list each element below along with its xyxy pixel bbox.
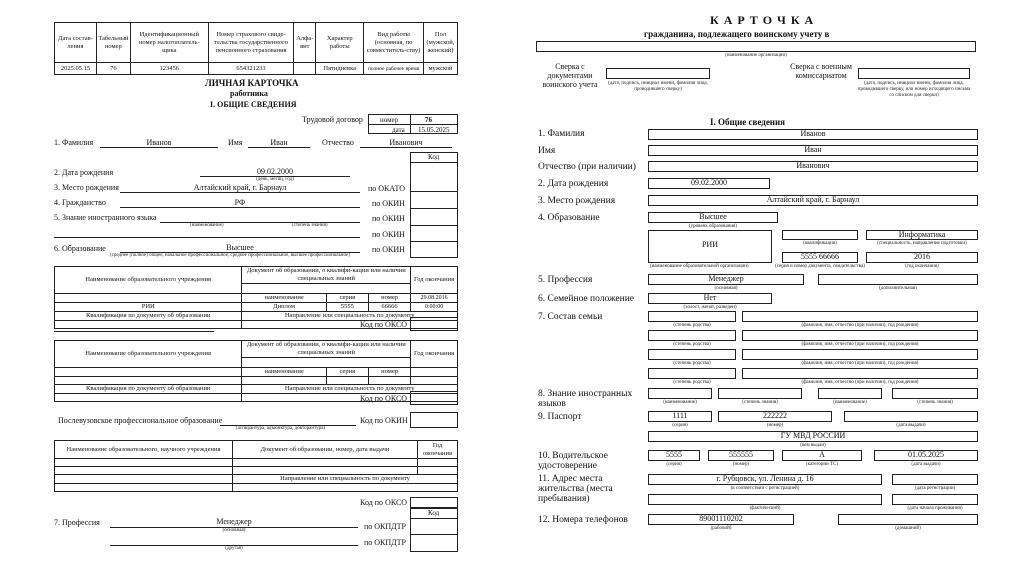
language-hint-level: (степень знания): [292, 223, 328, 228]
address-start-date-field[interactable]: [892, 494, 978, 505]
card-title: ЛИЧНАЯ КАРТОЧКА: [205, 78, 299, 88]
check1-hint: (дата, подпись, инициал имени, фамилия лица, проводившего сверку): [608, 81, 708, 92]
header-cell: Номер страхового свиде-тельства государственного пенсионного страхования: [208, 23, 294, 63]
doc-number-value: 66666: [368, 303, 410, 312]
address-registered-hint: (в соответствии с регистрацией): [730, 486, 800, 491]
name-value: Иван: [804, 145, 822, 154]
check2-hint: (дата, подпись, инициал имени, фамилия лица, проводившего сверку, или номер исходящего письма со списком для сверки): [857, 81, 971, 98]
education-level-value: Высшее: [699, 212, 727, 221]
series-number-value: 5555 66666: [801, 252, 839, 261]
contract-label: Трудовой договор: [302, 115, 363, 124]
phone-work-hint: (рабочий): [710, 526, 732, 531]
passport-number-hint: (номер): [766, 423, 784, 428]
okin-box-postgrad: [410, 412, 458, 428]
patronymic-label: Отчество (при наличии): [538, 162, 636, 172]
passport-number-value: 222222: [763, 411, 787, 420]
col-institution: Наименование образовательного учреждения: [55, 267, 242, 294]
marital-value: Нет: [703, 293, 717, 302]
family-relation-field-4[interactable]: [648, 368, 736, 379]
okso-label-1: Код по ОКСО: [360, 320, 408, 329]
doc-name-value: Диплом: [242, 303, 326, 312]
profession-main-hint: (основная): [714, 286, 738, 291]
value-cell: [294, 63, 316, 75]
family-relation-hint-3: (степень родства): [673, 361, 711, 366]
okso-label-2: Код по ОКСО: [360, 394, 408, 403]
birthplace-label: 3. Место рождения: [538, 196, 616, 206]
phone-home-field[interactable]: [838, 514, 978, 525]
birth-value: 09.02.2000: [691, 178, 727, 187]
family-relation-hint-4: (степень родства): [673, 380, 711, 385]
passport-label: 9. Паспорт: [538, 412, 582, 422]
family-person-hint-4: (фамилия, имя, отчество (при наличии), год рождения): [801, 380, 919, 385]
header-table: [54, 22, 458, 75]
col-year: Год окончания: [418, 441, 458, 459]
passport-date-hint: (дата выдачи): [896, 423, 926, 428]
language-level-field-2[interactable]: [892, 388, 978, 399]
citizenship-value: РФ: [234, 198, 246, 207]
graduation-year-hint: (год окончания): [905, 264, 939, 269]
year-value: 29.08.2016: [411, 294, 458, 303]
institution-hint: (наименование образовательной организации): [650, 264, 749, 269]
language-level-field-1[interactable]: [718, 388, 802, 399]
col-year: Год окончания: [411, 341, 458, 368]
family-relation-hint-1: (степень родства): [673, 323, 711, 328]
postgrad-label: Послевузовское профессиональное образование: [58, 416, 223, 425]
language-hint-1: (наименование): [663, 400, 697, 405]
specialty-header: Направление или специальность по документу: [242, 312, 458, 321]
family-relation-field-2[interactable]: [648, 330, 736, 341]
address-registered-value: г. Рубцовск, ул. Ленина д. 16: [716, 474, 814, 483]
education-table-2: [54, 340, 458, 402]
family-person-hint-1: (фамилия, имя, отчество (при наличии), год рождения): [801, 323, 919, 328]
license-date-hint: (дата выдачи): [911, 462, 941, 467]
check1-label: Сверка с документами воинского учета: [542, 62, 598, 89]
passport-series-value: 1111: [672, 411, 688, 420]
license-number-value: 555555: [729, 450, 753, 459]
profession-main-value: Менеджер: [708, 274, 744, 283]
specialty-header: Направление или специальность по документу: [242, 385, 458, 394]
postgrad-hint: (аспирантура, адъюнктура, докторантура): [236, 426, 326, 431]
language-field-1[interactable]: [648, 388, 712, 399]
col-institution: Наименование образовательного учреждения: [55, 341, 242, 368]
citizenship-label: 4. Гражданство: [54, 198, 106, 207]
postgrad-okin-label: Код по ОКИН: [360, 416, 408, 425]
col-year: Год окончания: [411, 267, 458, 294]
name-value: Иван: [270, 138, 288, 147]
section-general: I. Общие сведения: [710, 117, 786, 127]
col-doc-number: номер: [368, 368, 410, 377]
address-registration-date-field[interactable]: [892, 474, 978, 485]
okin-label-3: по ОКИН: [372, 230, 405, 239]
passport-issuer-value: ГУ МВД РОССИИ: [780, 431, 846, 440]
family-label: 7. Состав семьи: [538, 312, 603, 322]
profession-extra-field[interactable]: [818, 274, 978, 285]
profession-extra-hint: (дополнительная): [879, 286, 917, 291]
okso-box-1: [410, 317, 458, 331]
place-label: 3. Место рождения: [54, 183, 119, 192]
address-label: 11. Адрес места жительства (места пребывания): [538, 474, 613, 504]
okso-box-3: [410, 497, 458, 508]
qualification-header: Квалификация по документу об образовании: [55, 385, 242, 394]
doc-series-value: 5555: [326, 303, 368, 312]
col-document: Документ об образовании, номер, дата выдачи: [233, 441, 418, 459]
value-cell: 123456: [130, 63, 208, 75]
patronymic-value: Иванович: [796, 161, 830, 170]
passport-issuer-hint: (кем выдан): [800, 443, 826, 448]
value-cell: 76: [96, 63, 130, 75]
profession-main-hint: (основная): [222, 528, 246, 533]
education-label: 6. Образование: [54, 244, 106, 253]
card-subtitle: гражданина, подлежащего воинскому учету в: [644, 29, 830, 39]
okso-box-2: [410, 391, 458, 405]
organization-hint: (наименование организации): [725, 53, 787, 58]
profession-other-hint: (другая): [225, 546, 243, 551]
header-cell: Табельный номер: [96, 23, 130, 63]
surname-label: 1. Фамилия: [538, 129, 585, 139]
value-cell: 2025.05.15: [55, 63, 97, 75]
family-relation-field-1[interactable]: [648, 311, 736, 322]
series-number-hint: (серия и номер документа, свидетельства): [775, 264, 865, 269]
language-label: 5. Знание иностранного языка: [54, 213, 157, 222]
contract-date-label: дата: [392, 126, 405, 134]
birth-label: 2. Дата рождения: [54, 168, 114, 177]
address-registration-date-hint: (дата регистрации): [914, 486, 956, 491]
specialty-header: Направление или специальность по документу: [233, 475, 458, 484]
qualification-field[interactable]: [782, 230, 858, 240]
section-general: I. ОБЩИЕ СВЕДЕНИЯ: [210, 100, 297, 109]
place-value: Алтайский край, г. Барнаул: [193, 183, 287, 192]
family-person-field-2[interactable]: [742, 330, 978, 341]
specialty-hint: (специальность, направление подготовки): [877, 241, 967, 246]
value-cell: мужской: [423, 63, 457, 75]
okin-label-1: по ОКИН: [372, 199, 405, 208]
check2-label: Сверка с военным комиссариатом: [790, 62, 852, 80]
value-cell: 654321233: [208, 63, 294, 75]
surname-value: Иванов: [146, 138, 172, 147]
code-column: [410, 152, 458, 258]
value-cell: полное рабочее время: [364, 63, 424, 75]
language-level-hint-2: (степень знания): [917, 400, 953, 405]
birth-value: 09.02.2000: [257, 167, 293, 176]
license-series-value: 5555: [666, 450, 682, 459]
patronymic-value: Иванович: [389, 138, 423, 147]
institution-value: РИИ: [701, 240, 718, 249]
graduation-year-value: 2016: [914, 252, 930, 261]
col-institution: Наименование образовательного, научного учреждения: [55, 441, 233, 459]
check1-field[interactable]: [606, 68, 710, 79]
profession-value: Менеджер: [216, 517, 252, 526]
passport-series-hint: (серия): [672, 423, 688, 428]
address-start-date-hint: (дата начала проживания): [907, 506, 963, 511]
col-doc-name: наименование: [242, 294, 326, 303]
col-doc-series: серия: [326, 368, 368, 377]
okin-label-4: по ОКИН: [372, 245, 405, 254]
marital-label: 6. Семейное положение: [538, 294, 635, 304]
card-subtitle: работника: [230, 89, 268, 98]
col-doc-series: серия: [326, 294, 368, 303]
col-doc-number: номер: [368, 294, 410, 303]
patronymic-label: Отчество: [322, 138, 354, 147]
language-hint-name: (наименование): [190, 223, 224, 228]
license-category-hint: (категории ТС): [805, 462, 839, 467]
okpdtr-label-2: по ОКПДТР: [364, 538, 406, 547]
phone-home-hint: (домашний): [895, 526, 921, 531]
name-label: Имя: [538, 146, 556, 156]
military-card-page: [512, 0, 1024, 574]
education-hint: (среднее (полное) общее, начальное профессиональное, среднее профессиональное, высшее профессиональное): [110, 253, 350, 258]
profession-label: 5. Профессия: [538, 275, 593, 285]
okin-label-2: по ОКИН: [372, 214, 405, 223]
family-relation-field-3[interactable]: [648, 349, 736, 360]
family-person-hint-2: (фамилия, имя, отчество (при наличии), год рождения): [801, 342, 919, 347]
code-header: Код: [428, 153, 440, 161]
col-document: Документ об образовании, о квалифи-кации или наличии специальных знаний: [242, 341, 411, 358]
education-label: 4. Образование: [538, 213, 600, 223]
language-field-2[interactable]: [818, 388, 882, 399]
birth-hint: (день, месяц, год): [256, 177, 294, 182]
surname-value: Иванов: [800, 129, 826, 138]
col-document: Документ об образовании, о квалифи-кации или наличии специальных знаний: [242, 267, 411, 284]
birth-label: 2. Дата рождения: [538, 179, 609, 189]
phones-label: 12. Номера телефонов: [538, 515, 628, 525]
family-person-hint-3: (фамилия, имя, отчество (при наличии), год рождения): [801, 361, 919, 366]
header-cell: Дата состав-ления: [55, 23, 97, 63]
header-cell: Характер работы: [316, 23, 364, 63]
family-person-field-3[interactable]: [742, 349, 978, 360]
okpdtr-label-1: по ОКПДТР: [364, 522, 406, 531]
license-number-hint: (номер): [732, 462, 750, 467]
name-label: Имя: [228, 138, 243, 147]
passport-date-field[interactable]: [844, 411, 978, 422]
family-person-field-4[interactable]: [742, 368, 978, 379]
profession-code-header: Код: [428, 509, 440, 517]
okso-label-3: Код по ОКСО: [360, 498, 408, 507]
languages-label: 8. Знание иностранных языков: [538, 389, 633, 409]
col-doc-name: наименование: [242, 368, 326, 377]
qualification-hint: (квалификация): [803, 241, 837, 246]
header-cell: Пол (мужской, женский): [423, 23, 457, 63]
address-actual-field[interactable]: [648, 494, 882, 505]
time-value: 0:00:00: [411, 303, 458, 312]
phone-work-value: 89001110202: [699, 514, 743, 523]
license-series-hint: (серия): [666, 462, 682, 467]
okato-label: по ОКАТО: [368, 184, 406, 193]
education-level-hint: (уровень образования): [689, 224, 737, 229]
header-cell: Алфа-вит: [294, 23, 316, 63]
language-level-hint-1: (степень знания): [742, 400, 778, 405]
contract-number-label: номер: [380, 116, 399, 124]
profession-label: 7. Профессия: [54, 518, 100, 527]
value-cell: Пятидневка: [316, 63, 364, 75]
check2-field[interactable]: [858, 68, 970, 79]
contract-number: 76: [425, 116, 432, 124]
family-relation-hint-2: (степень родства): [673, 342, 711, 347]
education-value: Высшее: [226, 243, 254, 252]
address-actual-hint: (фактический): [749, 506, 781, 511]
organization-field[interactable]: [536, 41, 976, 52]
surname-label: 1. Фамилия: [54, 138, 94, 147]
specialty-value: Информатика: [898, 230, 946, 239]
education-table-3: [54, 440, 458, 492]
language-hint-2: (наименование): [833, 400, 867, 405]
license-label: 10. Водительское удостоверение: [538, 451, 608, 471]
birthplace-value: Алтайский край, г. Барнаул: [766, 195, 860, 204]
institution-value: РИИ: [55, 303, 242, 312]
marital-hint: (холост, женат, разведен): [683, 305, 737, 310]
qualification-header: Квалификация по документу об образовании: [55, 312, 242, 321]
license-category-value: A: [819, 450, 825, 459]
header-cell: Вид работы (основная, по совместитель-ству): [364, 23, 424, 63]
contract-date: 15.05.2025: [418, 126, 450, 134]
card-title: К А Р Т О Ч К А: [710, 13, 815, 27]
header-cell: Идентификационный номер налогоплатель-щика: [130, 23, 208, 63]
family-person-field-1[interactable]: [742, 311, 978, 322]
license-date-value: 01.05.2025: [908, 450, 944, 459]
